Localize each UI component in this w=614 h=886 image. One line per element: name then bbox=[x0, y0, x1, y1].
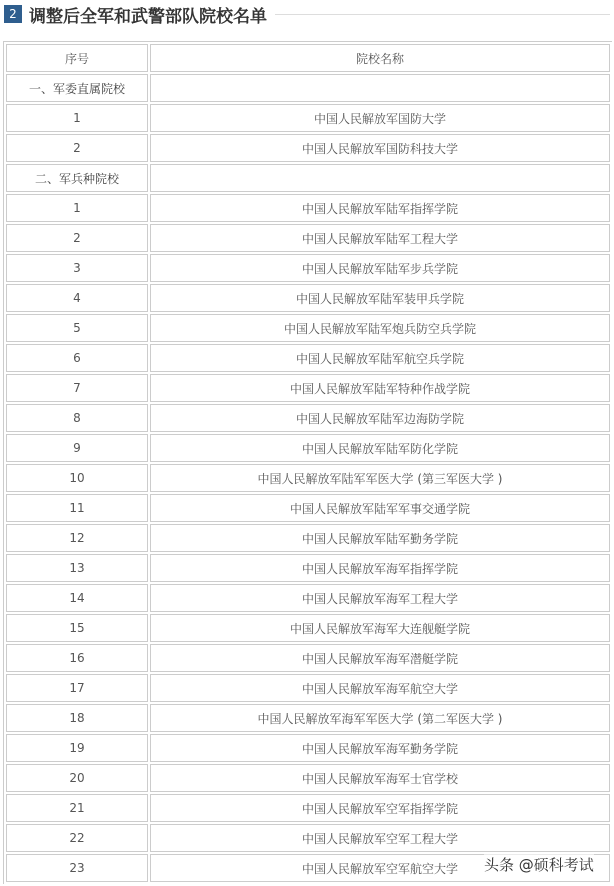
row-number: 17 bbox=[6, 674, 148, 702]
school-name: 中国人民解放军陆军炮兵防空兵学院 bbox=[150, 314, 610, 342]
table-row bbox=[6, 134, 610, 162]
school-name: 中国人民解放军陆军装甲兵学院 bbox=[150, 284, 610, 312]
table-row bbox=[6, 734, 610, 762]
table-row bbox=[6, 104, 610, 132]
row-number: 6 bbox=[6, 344, 148, 372]
school-name: 中国人民解放军陆军工程大学 bbox=[150, 224, 610, 252]
page-title: 调整后全军和武警部队院校名单 bbox=[29, 6, 267, 27]
school-name: 中国人民解放军国防科技大学 bbox=[150, 134, 610, 162]
row-number: 15 bbox=[6, 614, 148, 642]
table-row bbox=[6, 674, 610, 702]
school-name: 中国人民解放军陆军边海防学院 bbox=[150, 404, 610, 432]
school-name: 中国人民解放军国防大学 bbox=[150, 104, 610, 132]
row-number: 2 bbox=[6, 224, 148, 252]
table-row bbox=[6, 254, 610, 282]
row-number: 20 bbox=[6, 764, 148, 792]
empty-cell bbox=[150, 164, 610, 192]
school-name: 中国人民解放军海军大连舰艇学院 bbox=[150, 614, 610, 642]
school-name: 中国人民解放军陆军特种作战学院 bbox=[150, 374, 610, 402]
school-name: 中国人民解放军海军指挥学院 bbox=[150, 554, 610, 582]
table-row bbox=[6, 194, 610, 222]
section-label: 一、军委直属院校 bbox=[6, 74, 148, 102]
school-name: 中国人民解放军空军指挥学院 bbox=[150, 794, 610, 822]
section-title bbox=[4, 3, 610, 25]
school-name: 中国人民解放军海军勤务学院 bbox=[150, 734, 610, 762]
school-name: 中国人民解放军陆军勤务学院 bbox=[150, 524, 610, 552]
section-number-badge: 2 bbox=[4, 5, 22, 23]
table-row bbox=[6, 554, 610, 582]
table-row bbox=[6, 704, 610, 732]
row-number: 14 bbox=[6, 584, 148, 612]
row-number: 7 bbox=[6, 374, 148, 402]
school-name: 中国人民解放军陆军军事交通学院 bbox=[150, 494, 610, 522]
row-number: 19 bbox=[6, 734, 148, 762]
table-row bbox=[6, 824, 610, 852]
table-row bbox=[6, 644, 610, 672]
section-row bbox=[6, 74, 610, 102]
school-name: 中国人民解放军海军军医大学 (第二军医大学 ) bbox=[150, 704, 610, 732]
school-name: 中国人民解放军陆军步兵学院 bbox=[150, 254, 610, 282]
table-row bbox=[6, 494, 610, 522]
row-number: 22 bbox=[6, 824, 148, 852]
row-number: 8 bbox=[6, 404, 148, 432]
title-divider bbox=[275, 14, 610, 15]
table-row bbox=[6, 344, 610, 372]
row-number: 12 bbox=[6, 524, 148, 552]
table-row bbox=[6, 284, 610, 312]
table-row bbox=[6, 374, 610, 402]
section-label: 二、军兵种院校 bbox=[6, 164, 148, 192]
school-name: 中国人民解放军海军潜艇学院 bbox=[150, 644, 610, 672]
table-row bbox=[6, 764, 610, 792]
row-number: 10 bbox=[6, 464, 148, 492]
table-row bbox=[6, 314, 610, 342]
table-row bbox=[6, 794, 610, 822]
table-row bbox=[6, 404, 610, 432]
table-row bbox=[6, 434, 610, 462]
row-number: 4 bbox=[6, 284, 148, 312]
row-number: 1 bbox=[6, 194, 148, 222]
section-row bbox=[6, 164, 610, 192]
empty-cell bbox=[150, 74, 610, 102]
row-number: 11 bbox=[6, 494, 148, 522]
header-school-name: 院校名称 bbox=[150, 44, 610, 72]
watermark: 头条 @硕科考试 bbox=[484, 856, 594, 874]
school-name: 中国人民解放军海军工程大学 bbox=[150, 584, 610, 612]
row-number: 2 bbox=[6, 134, 148, 162]
school-name: 中国人民解放军空军工程大学 bbox=[150, 824, 610, 852]
row-number: 13 bbox=[6, 554, 148, 582]
table-row bbox=[6, 224, 610, 252]
table-row bbox=[6, 614, 610, 642]
school-name: 中国人民解放军空军航空大学 bbox=[150, 854, 610, 882]
row-number: 23 bbox=[6, 854, 148, 882]
table-row bbox=[6, 464, 610, 492]
row-number: 21 bbox=[6, 794, 148, 822]
row-number: 3 bbox=[6, 254, 148, 282]
school-name: 中国人民解放军陆军军医大学 (第三军医大学 ) bbox=[150, 464, 610, 492]
school-name: 中国人民解放军陆军航空兵学院 bbox=[150, 344, 610, 372]
table-row bbox=[6, 524, 610, 552]
row-number: 1 bbox=[6, 104, 148, 132]
row-number: 9 bbox=[6, 434, 148, 462]
school-name: 中国人民解放军陆军防化学院 bbox=[150, 434, 610, 462]
header-number: 序号 bbox=[6, 44, 148, 72]
row-number: 16 bbox=[6, 644, 148, 672]
table-row bbox=[6, 584, 610, 612]
row-number: 18 bbox=[6, 704, 148, 732]
school-name: 中国人民解放军陆军指挥学院 bbox=[150, 194, 610, 222]
school-name: 中国人民解放军海军士官学校 bbox=[150, 764, 610, 792]
schools-table bbox=[3, 41, 612, 884]
table-header-row bbox=[6, 44, 610, 72]
row-number: 5 bbox=[6, 314, 148, 342]
school-name: 中国人民解放军海军航空大学 bbox=[150, 674, 610, 702]
